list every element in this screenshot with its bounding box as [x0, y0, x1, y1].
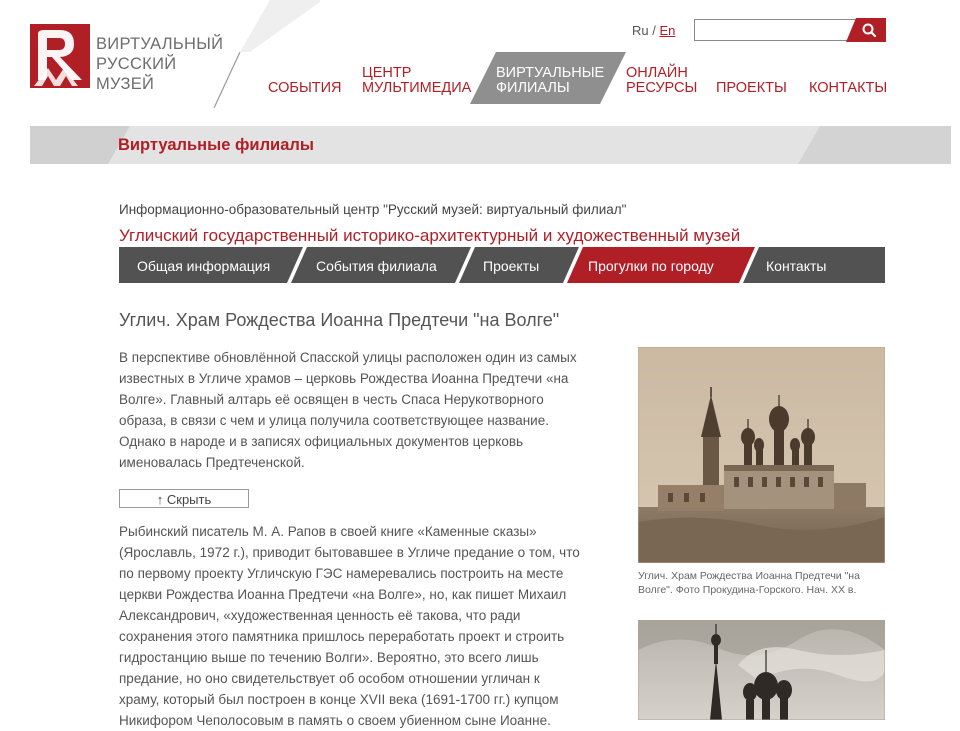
text-line: предание, но оно свидетельствует об особом отношении угличан к	[119, 671, 540, 686]
nav-label-line: ФИЛИАЛЫ	[496, 80, 570, 96]
text-line: Рыбинский писатель М. А. Рапов в своей книге «Каменные сказы»	[119, 524, 537, 539]
article-paragraph	[119, 347, 599, 473]
article-paragraph	[119, 521, 599, 731]
section-title: Виртуальные филиалы	[118, 136, 314, 154]
nav-label-line: КОНТАКТЫ	[809, 80, 888, 96]
nav-item-events[interactable]	[268, 66, 342, 96]
nav-label-line: МУЛЬТИМЕДИА	[362, 80, 472, 96]
article-title: Углич. Храм Рождества Иоанна Предтечи "на Волге"	[119, 310, 560, 330]
text-line: Александрович, «художественная ценность её такова, что ради	[119, 608, 521, 623]
nav-label-line	[716, 66, 787, 81]
photo-caption	[638, 570, 888, 597]
text-line: (Ярославль, 1972 г.), приводит бытовавшее в Угличе предание о том, что	[119, 545, 580, 560]
center-name: Информационно-образовательный центр "Русский музей: виртуальный филиал"	[119, 202, 627, 217]
caption-line: Углич. Храм Рождества Иоанна Предтечи "на	[638, 570, 860, 582]
lang-en-link[interactable]: En	[659, 23, 676, 38]
nav-item-online-resources[interactable]	[626, 66, 697, 96]
tab-city-walks[interactable]: Прогулки по городу	[588, 258, 714, 274]
church-photo-2[interactable]	[638, 620, 885, 720]
tab-contacts[interactable]: Контакты	[766, 258, 827, 274]
logo-line: МУЗЕЙ	[96, 75, 155, 93]
lang-separator: /	[648, 23, 660, 38]
text-line: Никифором Чеполосовым в память о своем убиенном сыне Иоанне.	[119, 713, 551, 728]
search-button[interactable]	[846, 18, 886, 42]
church-photo[interactable]	[638, 347, 885, 563]
text-line: по первому проекту Угличскую ГЭС намеревались построить на месте	[119, 566, 564, 581]
logo-line: РУССКИЙ	[96, 55, 177, 73]
text-line: образа, в связи с чем и улица получила соответствующее название.	[119, 413, 549, 428]
lang-ru[interactable]: Ru	[632, 23, 649, 38]
text-line: Однако в народе и в записях официальных документов церковь	[119, 434, 524, 449]
nav-label-line: ОНЛАЙН	[626, 65, 688, 81]
header-divider	[212, 52, 242, 108]
nav-label-line: ВИРТУАЛЬНЫЕ	[496, 65, 605, 81]
nav-item-multimedia[interactable]	[362, 66, 471, 96]
nav-label-line	[268, 66, 342, 81]
tab-projects[interactable]: Проекты	[483, 258, 540, 274]
text-line: церкви Рождества Иоанна Предтечи «на Волге», но, как пишет Михаил	[119, 587, 567, 602]
caption-line: Волге". Фото Прокудина-Горского. Нач. XX в.	[638, 583, 857, 596]
text-line: Волге». Главный алтарь её освящен в честь Спаса Нерукотворного	[119, 392, 544, 407]
nav-label-line: СОБЫТИЯ	[268, 80, 342, 96]
nav-item-virtual-branches[interactable]	[496, 66, 604, 96]
search-input[interactable]	[695, 20, 857, 40]
nav-label-line: ЦЕНТР	[362, 65, 412, 81]
text-line: известных в Угличе храмов – церковь Рождества Иоанна Предтечи «на	[119, 371, 569, 386]
museum-title[interactable]: Угличский государственный историко-архитектурный и художественный музей	[119, 226, 741, 245]
nav-label-line: ПРОЕКТЫ	[716, 80, 787, 96]
hide-text-button[interactable]: ↑ Скрыть	[119, 489, 249, 508]
nav-item-projects[interactable]	[716, 66, 787, 96]
tab-branch-events[interactable]: События филиала	[316, 258, 437, 274]
tab-general-info[interactable]: Общая информация	[137, 258, 271, 274]
text-line: гидростанцию выше по течению Волги». Вероятно, это всего лишь	[119, 650, 539, 665]
header-decor	[240, 0, 320, 52]
nav-label-line	[809, 66, 887, 81]
text-line: храму, который был построен в конце XVII века (1691-1700 гг.) купцом	[119, 692, 559, 707]
text-line: В перспективе обновлённой Спасской улицы расположен один из самых	[119, 350, 577, 365]
nav-label-line: РЕСУРСЫ	[626, 80, 698, 96]
language-switcher	[632, 23, 675, 38]
text-line: именовалась Предтеченской.	[119, 455, 305, 470]
nav-item-contacts[interactable]	[809, 66, 887, 96]
logo-line: ВИРТУАЛЬНЫЙ	[96, 35, 224, 53]
museum-logo[interactable]	[30, 24, 90, 88]
text-line: сохранения этого памятника пришлось переработать проект и строить	[119, 629, 565, 644]
